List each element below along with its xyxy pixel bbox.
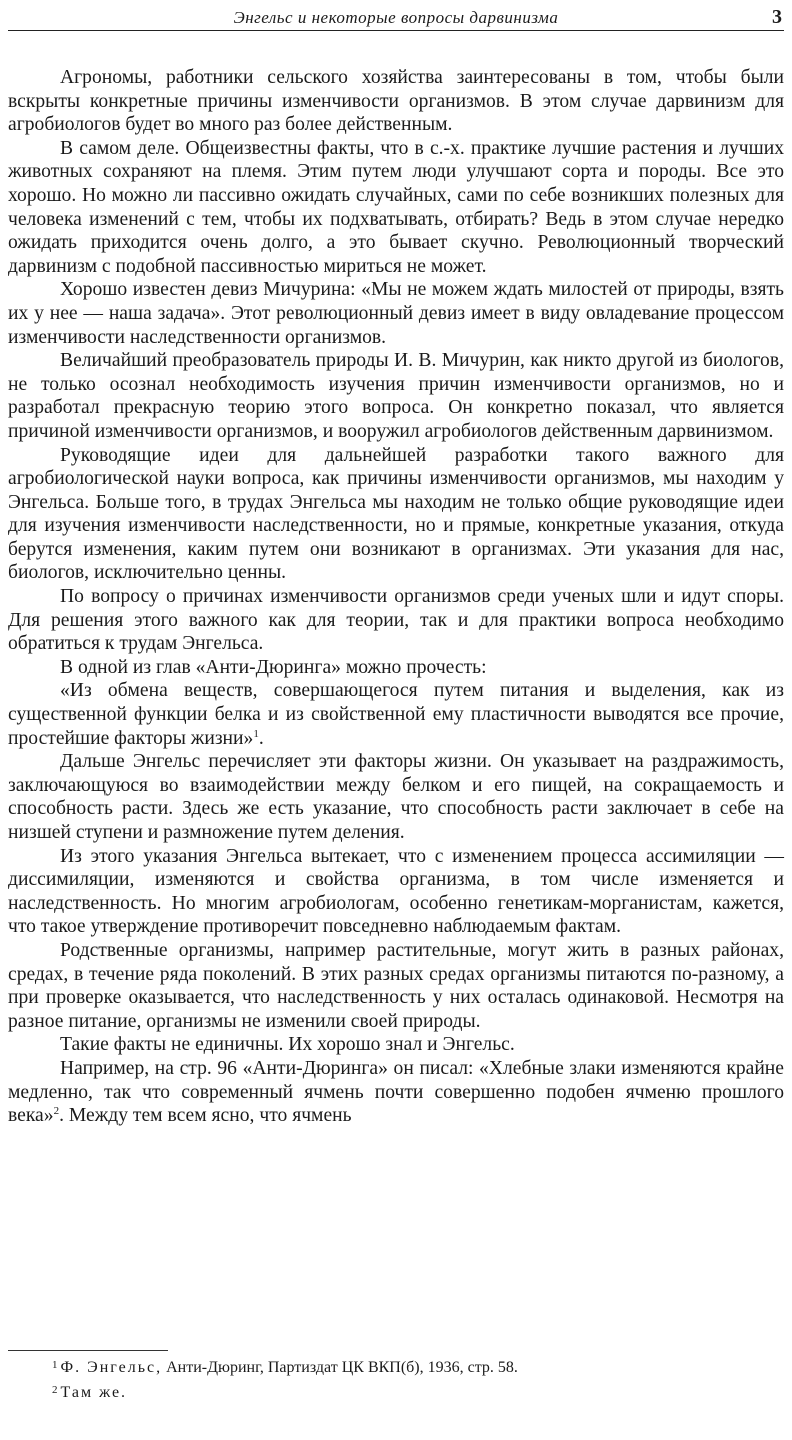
- running-header: [8, 6, 784, 31]
- paragraph: [8, 656, 784, 680]
- paragraph-text: Из этого указания Энгельса вытекает, что с изменением процесса ассимиляции — диссимиляции, изменяются и свойства организма, в том числе изменяется и наследственность. Но многим агробиологам, особенно генетикам-морганистам, кажется, что такое утверждение противоречит повседневно наблюдаемым фактам.: [8, 845, 784, 938]
- paragraph-text: Например, на стр. 96 «Анти-Дюринга» он писал: «Хлебные злаки изменяются крайне медленно, так что современный ячмень почти совершенно подобен ячменю прошлого века»: [8, 1057, 784, 1127]
- paragraph: [8, 444, 784, 586]
- paragraph-text: В одной из глав «Анти-Дюринга» можно прочесть:: [60, 656, 487, 678]
- footnotes: [52, 1354, 782, 1404]
- paragraph-tail: . Между тем всем ясно, что ячмень: [59, 1105, 352, 1127]
- footnote-text: Анти-Дюринг, Партиздат ЦК ВКП(б), 1936, стр. 58.: [166, 1359, 518, 1376]
- paragraph-text: «Из обмена веществ, совершающегося путем питания и выделения, как из существенной функции белка и из свойственной ему пластичности выводятся все прочие, простейшие факторы жизни»: [8, 680, 784, 749]
- paragraph-text: Агрономы, работники сельского хозяйства заинтересованы в том, чтобы были вскрыты конкретные причины изменчивости организмов. В этом случае дарвинизм для агробиологов будет во много раз более действенным.: [8, 67, 784, 136]
- footnote-ref: 2: [53, 1105, 60, 1118]
- paragraph: [8, 845, 784, 939]
- paragraph-text: Родственные организмы, например растительные, могут жить в разных районах, средах, в течение ряда поколений. В этих разных средах организмы питаются по-разному, а при проверке оказывается, что наследственность у них осталась одинаковой. Несмотря на разное питание, организмы не изменили своей природы.: [8, 939, 784, 1032]
- footnote: [52, 1354, 782, 1379]
- paragraph: [8, 939, 784, 1033]
- footnote-ref: 1: [253, 727, 259, 740]
- paragraph-text: Дальше Энгельс перечисляет эти факторы жизни. Он указывает на раздражимость, заключающуюся во взаимодействии между белком и его пищей, на сокращаемость и способность расти. Здесь же есть указание, что способность расти заключает в себе на низшей ступени и размножение путем деления.: [8, 751, 784, 843]
- paragraph: [8, 585, 784, 656]
- paragraph: [8, 349, 784, 443]
- footnote-number: 1: [52, 1359, 58, 1371]
- body-text: [8, 66, 784, 1128]
- footnote-number: 2: [52, 1384, 58, 1396]
- paragraph: [8, 1057, 784, 1128]
- footnote-author: Ф. Энгельс,: [60, 1359, 163, 1376]
- paragraph: [8, 1033, 784, 1057]
- footnote: [52, 1379, 782, 1404]
- paragraph: [8, 278, 784, 349]
- running-title: Энгельс и некоторые вопросы дарвинизма: [233, 8, 559, 27]
- paragraph-text: По вопросу о причинах изменчивости организмов среди ученых шли и идут споры. Для решения этого важного как для теории, так и для практики вопроса необходимо обратиться к трудам Энгельса.: [8, 586, 784, 655]
- paragraph-text: Величайший преобразователь природы И. В. Мичурин, как никто другой из биологов, не только осознал необходимость изучения причин изменчивости организмов, но и разработал прекрасную теорию этого вопроса. Он конкретно показал, что является причиной изменчивости организмов, и вооружил агробиологов действенным дарвинизмом.: [8, 350, 784, 442]
- paragraph: [8, 137, 784, 279]
- quotation-paragraph: «Из обмена веществ, совершающегося путем питания и выделения, как из существенной функции белка и из свойственной ему пластичности выводятся все прочие, простейшие факторы жизни»$^1$.: [8, 680, 784, 749]
- paragraph-text: В самом деле. Общеизвестны факты, что в с.-х. практике лучшие растения и лучших животных сохраняют на племя. Этим путем люди улучшают сорта и породы. Все это хорошо. Но можно ли пассивно ожидать случайных, сами по себе возникших полезных для человека изменений с тем, чтобы их подхватывать, отбирать? Ведь в этом случае нередко ожидать приходится очень долго, а это бывает скучно. Революционный творческий дарвинизм с подобной пассивностью мириться не может.: [8, 137, 784, 277]
- footnote-author: Там же.: [60, 1384, 128, 1401]
- paragraph: [8, 66, 784, 137]
- paragraph-text: Такие факты не единичны. Их хорошо знал и Энгельс.: [60, 1034, 515, 1056]
- paragraph-text: Руководящие идеи для дальнейшей разработки такого важного для агробиологической науки вопроса, как причины изменчивости организмов, мы находим у Энгельса. Больше того, в трудах Энгельса мы находим не только общие руководящие идеи для изучения изменчивости наследственности, но и прямые, конкретные указания, откуда берутся изменения, каким путем они возникают в организмах. Эти указания для нас, биологов, исключительно ценны.: [8, 444, 784, 584]
- paragraph: [8, 750, 784, 844]
- footnote-divider: [8, 1350, 168, 1351]
- page-number: 3: [772, 6, 782, 28]
- paragraph-text: Хорошо известен девиз Мичурина: «Мы не можем ждать милостей от природы, взять их у нее — наша задача». Этот революционный девиз имеет в виду овладевание процессом изменчивости наследственности организмов.: [8, 279, 784, 348]
